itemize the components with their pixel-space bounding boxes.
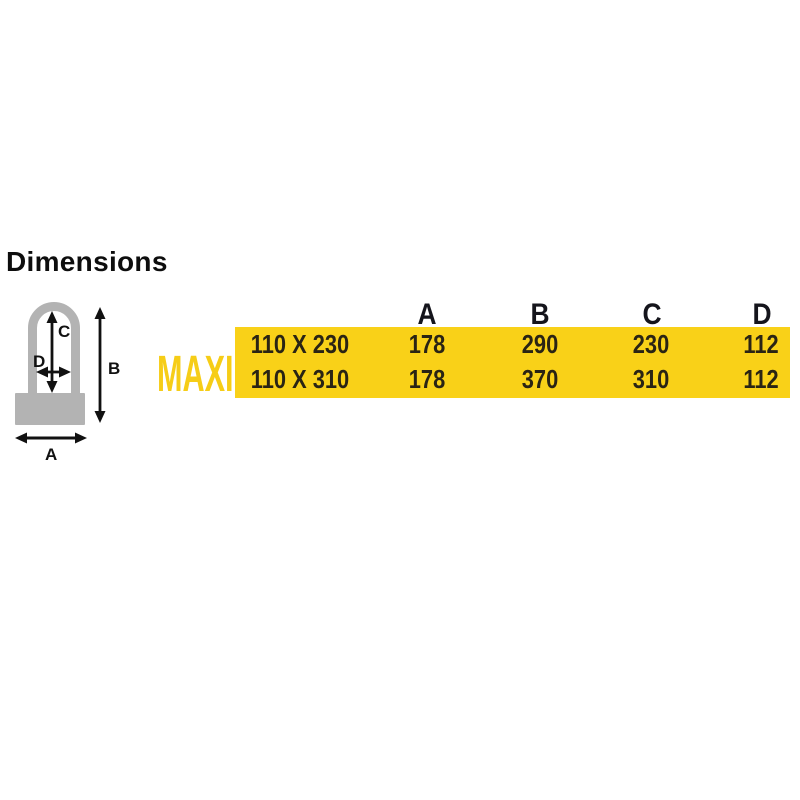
table-cell-d: 112 [743,364,779,394]
section-title: Dimensions [6,246,168,277]
table-cell-b: 290 [521,329,559,359]
column-header-c: C [642,298,662,331]
table-cell-d: 112 [743,329,779,359]
dimension-label-d: D [33,352,46,371]
dimension-arrow-a [15,433,87,444]
table-cell-a: 178 [408,364,446,394]
brand-label: MAXI [157,345,234,402]
dimension-label-a: A [45,445,58,464]
column-header-a: A [417,298,437,331]
table-cell-c: 310 [632,364,670,394]
lock-body-icon [15,393,85,425]
dimension-arrow-b [95,307,106,423]
dimension-label-c: C [58,322,71,341]
column-header-d: D [752,298,772,331]
dimension-label-b: B [108,359,121,378]
table-row-model: 110 X 230 [250,329,350,359]
table-cell-a: 178 [408,329,446,359]
u-lock-dimension-diagram [0,290,140,470]
dimension-arrow-c [47,311,58,393]
table-row-model: 110 X 310 [250,364,350,394]
column-header-b: B [530,298,550,331]
table-cell-b: 370 [521,364,559,394]
table-cell-c: 230 [632,329,670,359]
